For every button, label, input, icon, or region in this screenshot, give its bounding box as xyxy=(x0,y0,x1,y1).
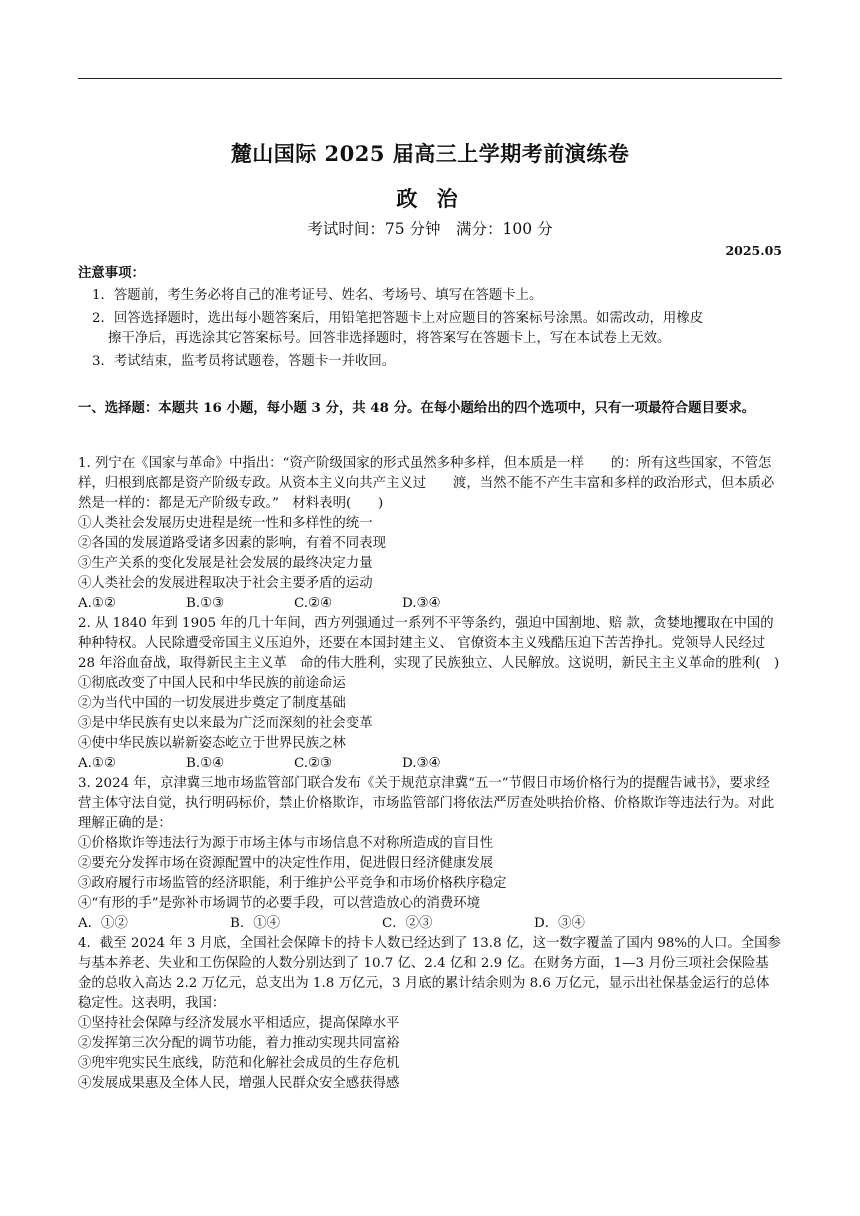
question-stem: 2. 从 1840 年到 1905 年的几十年间，西方列强通过一系列不平等条约，强迫中国割地、赔 款，贪婪地攫取在中国的种种特权。人民除遭受帝国主义压迫外，还要在本国封建主义、 官僚资本主义残酷压迫下苦苦挣扎。党领导人民经过 28 年浴血奋战，取得新民主主义革 命的伟大胜利，实现了民族独立、人民解放。这说明，新民主主义革命的胜利( ) xyxy=(78,616,780,671)
option-item: ④使中华民族以崭新姿态屹立于世界民族之林 xyxy=(78,736,346,751)
choice-a: A.①② xyxy=(78,756,116,771)
notes-list xyxy=(78,286,782,375)
option-item: ②为当代中国的一切发展进步奠定了制度基础 xyxy=(78,696,346,711)
option-item: ①坚持社会保障与经济发展水平相适应，提高保障水平 xyxy=(78,1016,400,1031)
option-item: ①彻底改变了中国人民和中华民族的前途命运 xyxy=(78,676,346,691)
section-heading: 一、选择题：本题共 16 小题，每小题 3 分，共 48 分。在每小题给出的四个选项中，只有一项最符合题目要求。 xyxy=(78,400,756,416)
option-item: ③兜牢兜实民生底线，防范和化解社会成员的生存危机 xyxy=(78,1056,400,1071)
option-item: ②要充分发挥市场在资源配置中的决定性作用，促进假日经济健康发展 xyxy=(78,856,494,871)
exam-subject: 政 治 xyxy=(396,186,464,211)
choice-c: C.②③ xyxy=(294,756,333,771)
option-item: ④人类社会的发展进程取决于社会主要矛盾的运动 xyxy=(78,576,373,591)
answer-choices xyxy=(78,754,782,774)
choice-c: C．②③ xyxy=(382,916,433,931)
option-item: ③政府履行市场监管的经济职能，利于维护公平竞争和市场价格秩序稳定 xyxy=(78,876,507,891)
answer-choices xyxy=(78,594,782,614)
exam-date: 2025.05 xyxy=(725,243,782,258)
choice-d: D．③④ xyxy=(534,916,585,931)
question-1 xyxy=(78,454,782,614)
question-4 xyxy=(78,934,782,1094)
exam-info: 考试时间：75 分钟 满分：100 分 xyxy=(307,220,553,238)
header-rule xyxy=(78,78,782,79)
option-item: ①人类社会发展历史进程是统一性和多样性的统一 xyxy=(78,516,373,531)
choice-a: A.①② xyxy=(78,596,116,611)
option-item: ①价格欺诈等违法行为源于市场主体与市场信息不对称所造成的盲目性 xyxy=(78,836,494,851)
choice-d: D.③④ xyxy=(402,756,441,771)
answer-choices xyxy=(78,914,782,934)
option-item: ③是中华民族有史以来最为广泛而深刻的社会变革 xyxy=(78,716,373,731)
notes-heading: 注意事项： xyxy=(78,265,145,281)
question-stem: 3. 2024 年，京津冀三地市场监管部门联合发布《关于规范京津冀“五一”节假日市场价格行为的提醒告诫书》，要求经营主体守法自觉，执行明码标价，禁止价格欺诈，市场监管部门将依法严厉查处哄抬价格、价格欺诈等违法行为。对此理解正确的是： xyxy=(78,776,775,831)
choice-b: B．①④ xyxy=(230,916,281,931)
note-item: 擦干净后，再选涂其它答案标号。回答非选择题时，将答案写在答题卡上，写在本试卷上无效。 xyxy=(108,331,671,346)
option-item: ④发展成果惠及全体人民，增强人民群众安全感获得感 xyxy=(78,1076,400,1091)
option-item: ③生产关系的变化发展是社会发展的最终决定力量 xyxy=(78,556,373,571)
choice-a: A．①② xyxy=(78,916,128,931)
choice-d: D.③④ xyxy=(402,596,441,611)
question-stem: 1. 列宁在《国家与革命》中指出：“资产阶级国家的形式虽然多种多样，但本质是一样 的：所有这些国家，不管怎样，归根到底都是资产阶级专政。从资本主义向共产主义过 渡，当然不能不产生丰富和多样的政治形式，但本质必然是一样的：都是无产阶级专政。” 材料表明( ) xyxy=(78,456,775,511)
question-list xyxy=(78,454,782,1094)
option-item: ④“有形的手”是弥补市场调节的必要手段，可以营造放心的消费环境 xyxy=(78,896,481,911)
question-stem: 4．截至 2024 年 3 月底，全国社会保障卡的持卡人数已经达到了 13.8 亿，这一数字覆盖了国内 98%的人口。全国参与基本养老、失业和工伤保险的人数分别达到了 10.7 亿、2.4 亿和 2.9 亿。在财务方面，1—3 月份三项社会保险基金的总收入高达 2.2 万亿元，总支出为 1.8 万亿元，3 月底的累计结余则为 8.6 万亿元，显示出社保基金运行的总体稳定性。这表明，我国： xyxy=(78,936,781,1011)
choice-b: B.①④ xyxy=(186,756,225,771)
question-2 xyxy=(78,614,782,774)
choice-c: C.②④ xyxy=(294,596,333,611)
exam-title: 麓山国际 2025 届高三上学期考前演练卷 xyxy=(230,141,630,166)
choice-b: B.①③ xyxy=(186,596,225,611)
note-item: 3．考试结束，监考员将试题卷，答题卡一并收回。 xyxy=(92,354,396,369)
note-item: 2．回答选择题时，选出每小题答案后，用铅笔把答题卡上对应题目的答案标号涂黑。如需改动，用橡皮 xyxy=(92,311,704,326)
note-item: 1．答题前，考生务必将自己的准考证号、姓名、考场号、填写在答题卡上。 xyxy=(92,288,543,303)
option-item: ②各国的发展道路受诸多因素的影响，有着不同表现 xyxy=(78,536,386,551)
option-item: ②发挥第三次分配的调节功能，着力推动实现共同富裕 xyxy=(78,1036,400,1051)
question-3 xyxy=(78,774,782,934)
